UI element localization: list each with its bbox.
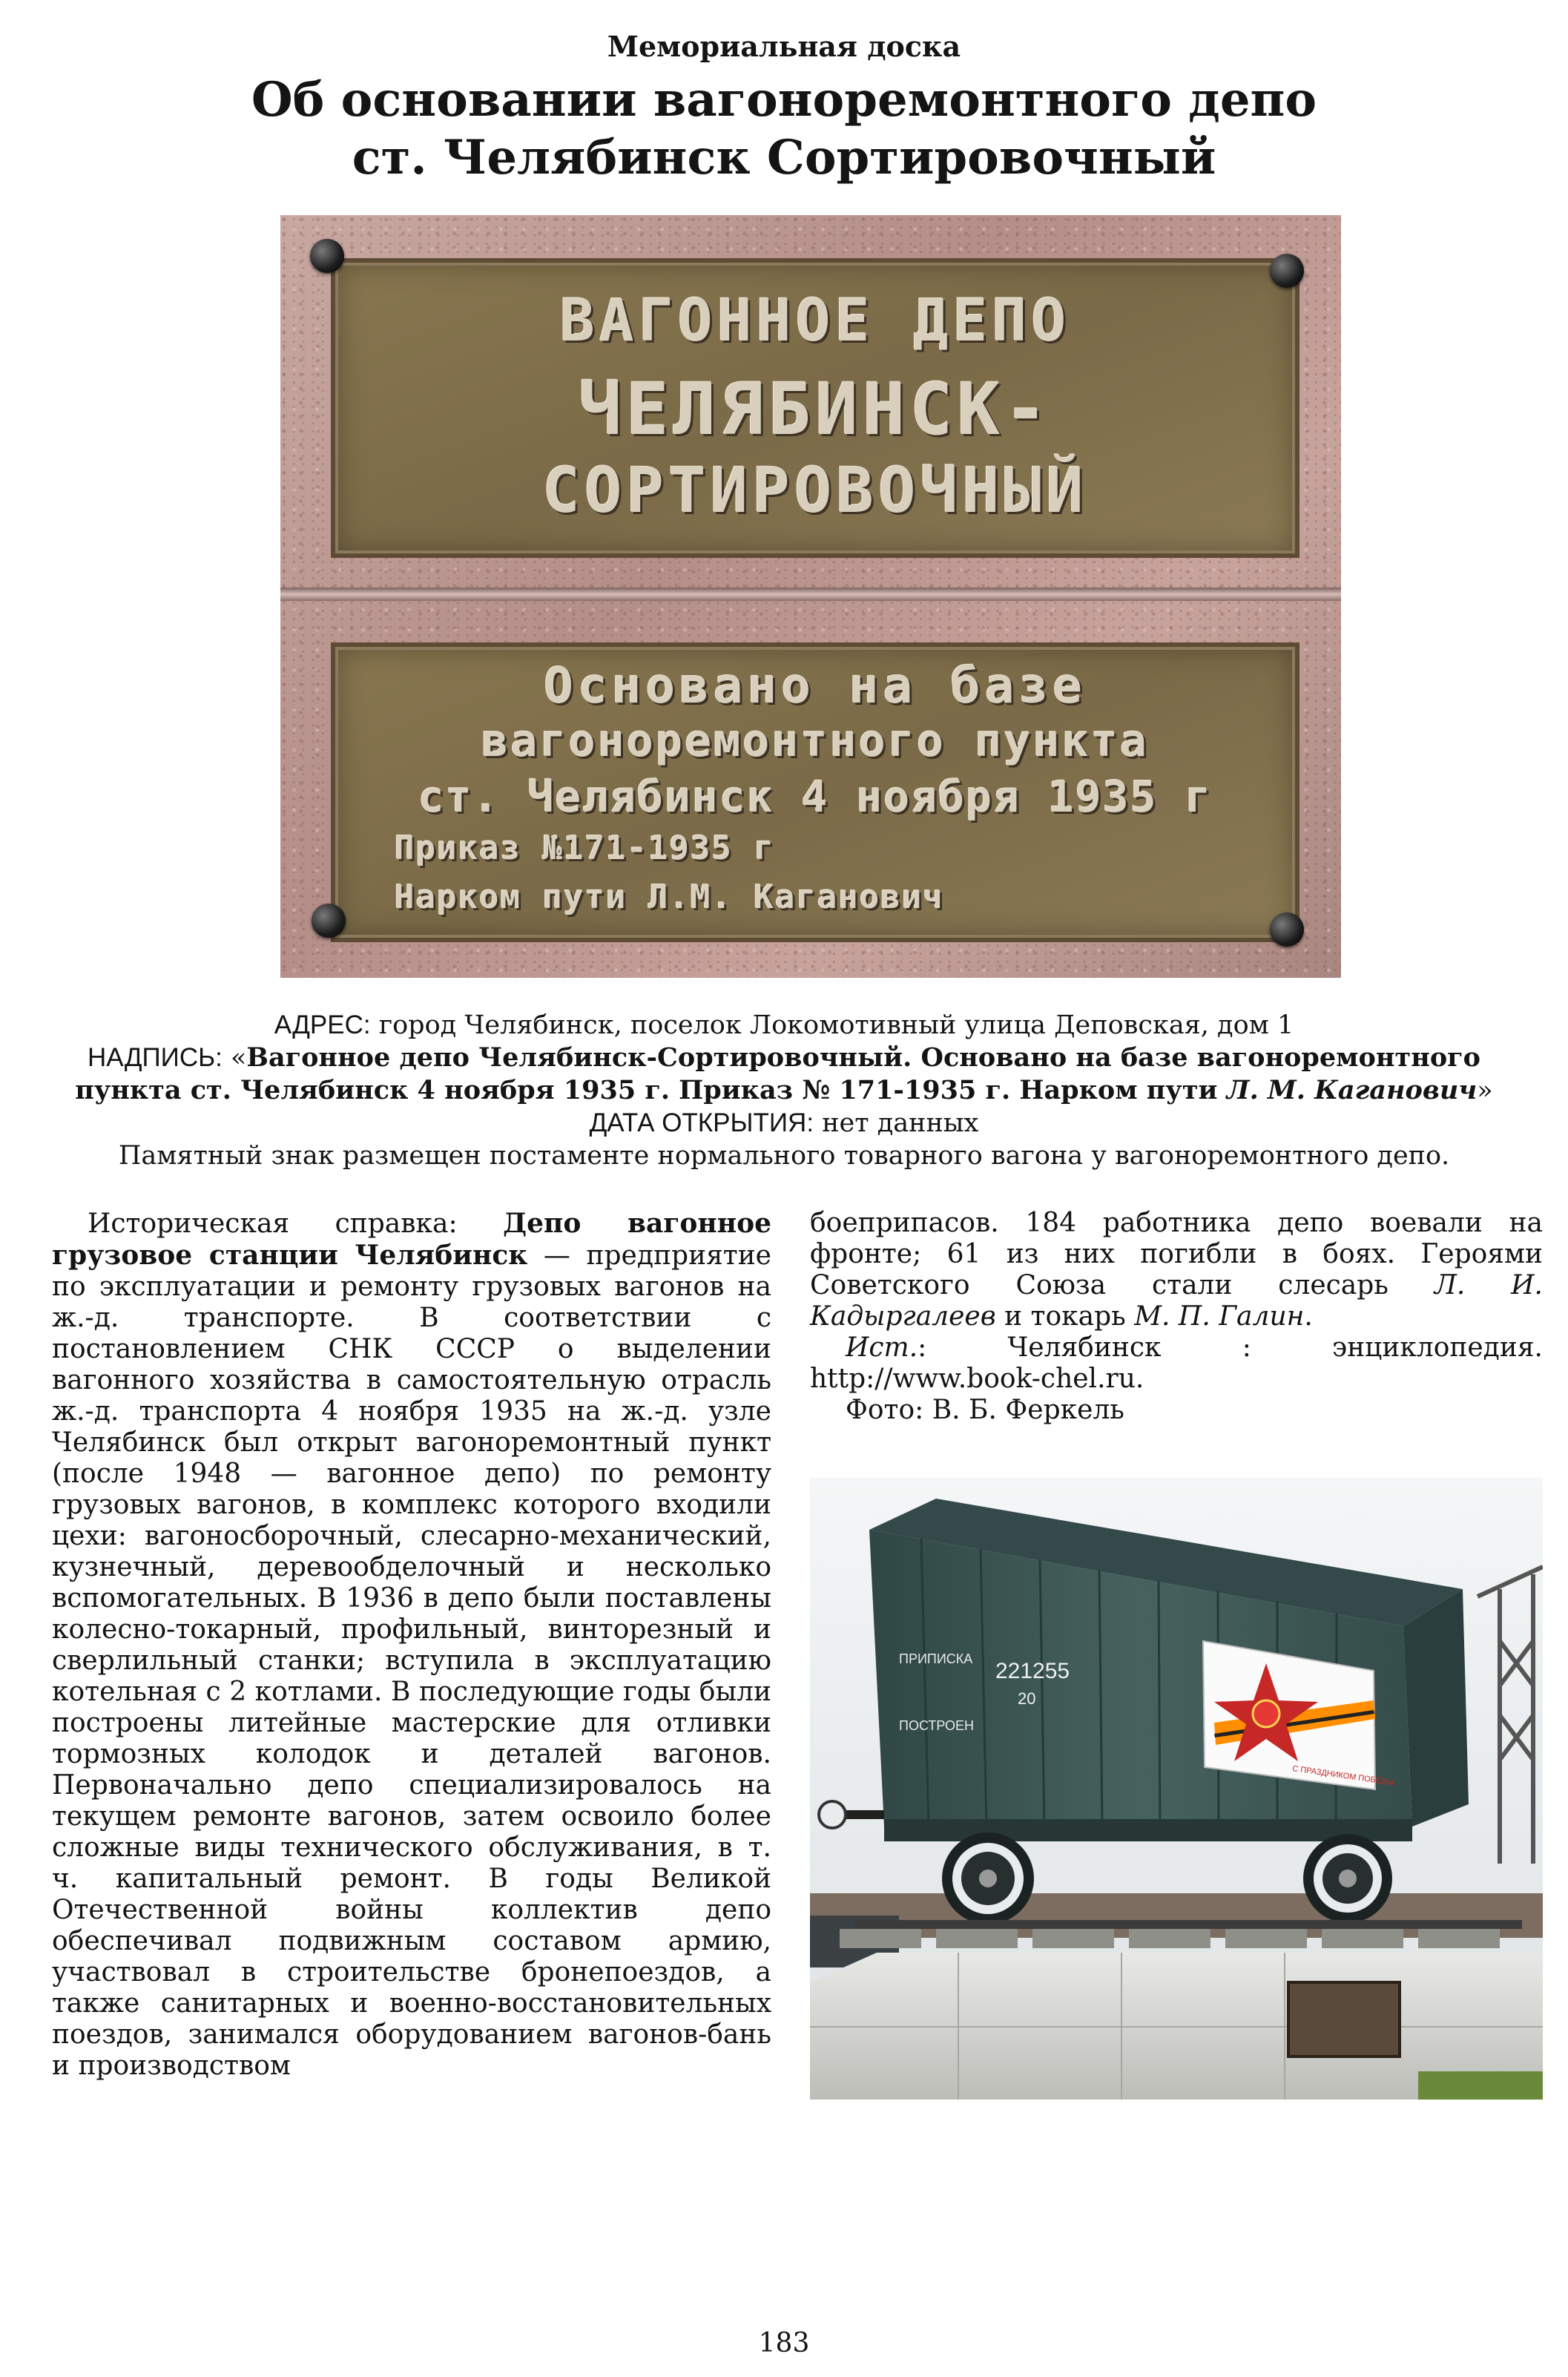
wagon-stencil-2: ПОСТРОЕН (899, 1718, 974, 1733)
inscription-label: НАДПИСЬ: (88, 1043, 223, 1072)
plaque-bottom-line-2: вагоноремонтного пункта (481, 715, 1149, 767)
grass (1418, 2071, 1543, 2100)
emblem-icon (1253, 1700, 1279, 1727)
address-label: АДРЕС: (274, 1010, 371, 1039)
article-body-right: боеприпасов. 184 работника депо воевали на фронте; 61 из них погибли в боях. Героями Советского Союза стали слесарь (810, 1208, 1543, 1301)
hero-2: М. П. Галин (1134, 1301, 1305, 1332)
hero-end: . (1304, 1301, 1313, 1332)
date-label: ДАТА ОТКРЫТИЯ: (589, 1108, 814, 1137)
address-value: город Челябинск, поселок Локомотивный улица Деповская, дом 1 (378, 1010, 1294, 1040)
plaque-bottom-line-5: Нарком пути Л.М. Каганович (395, 878, 944, 916)
plaque-bottom-line-1: Основано на базе (544, 657, 1087, 714)
bolt-icon (1270, 254, 1304, 288)
plaque-top-line-2: ЧЕЛЯБИНСК- (579, 368, 1052, 451)
photo-credit: Фото: В. Б. Феркель (846, 1395, 1124, 1425)
hero-1: Л. И. Кадыргалеев (810, 1270, 1544, 1332)
plaque-bottom-line-4: Приказ №171-1935 г (395, 829, 775, 867)
hero-join: и токарь (995, 1301, 1135, 1332)
article-body-left: — предприятие по эксплуатации и ремонту грузовых вагонов на ж.-д. транспорте. В соответствии с постановлением СНК СССР о выделении вагонного хозяйства в самостоятельную отрасль ж.-д. транспорта 4 ноября 1935 на ж.-д. узле Челябинск был открыт вагоноремонтный пункт (после 1948 — вагонное депо) по ремонту грузовых вагонов, в комплекс которого входили цехи: вагоносборочный, слесарно-механический, кузнечный, деревообделочный и несколько вспомогательных. В 1936 в депо были поставлены колесно-токарный, профильный, винторезный и сверлильный станки; вступила в эксплуатацию котельная с 2 котлами. В последующие годы были построены литейные мастерские для отливки тормозных колодок и деталей вагонов. Первоначально депо специализировалось на текущем ремонте вагонов, затем освоило более сложные виды технического обслуживания, в т. ч. капитальный ремонт. В годы Великой Отечественной войны коллектив депо обеспечивал подвижным составом армию, участвовал в строительстве бронепоездов, а также санитарных и военно-восстановительных поездов, занимался оборудованием вагонов-бань и производством (52, 1240, 771, 2081)
article-right-column (810, 1208, 1543, 1426)
date-line (45, 1107, 1523, 1140)
plaque-top-line-1: ВАГОННОЕ ДЕПО (559, 288, 1071, 355)
bolt-icon (312, 904, 346, 938)
inscription-name: Л. М. Каганович (1226, 1075, 1478, 1105)
placement-note: Памятный знак размещен постаменте нормального товарного вагона у вагоноремонтного депо. (118, 1141, 1450, 1171)
bolt-icon (310, 239, 344, 273)
date-value: нет данных (822, 1108, 979, 1138)
article-subject: Депо вагонное грузовое станции Челябинск (52, 1208, 771, 1271)
wagon-number-2: 20 (1018, 1689, 1036, 1708)
wagon-number: 221255 (995, 1659, 1070, 1683)
pedestal-plaque (1288, 1982, 1400, 2057)
wagon-illustration (810, 1478, 1543, 2100)
page-number: 183 (758, 2328, 810, 2358)
banner-text: С ПРАЗДНИКОМ ПОБЕДЫ (1291, 1764, 1394, 1788)
intro-label: Историческая справка: (88, 1209, 504, 1239)
wagon-stencil-1: ПРИПИСКА (899, 1651, 973, 1666)
wagon-end (1403, 1589, 1469, 1827)
source-text: : Челябинск : энциклопедия. http://www.book-chel.ru. (810, 1332, 1543, 1394)
plaque-seam (280, 588, 1341, 601)
inscription-open: « (230, 1043, 247, 1073)
plaque-top-line-3: СОРТИРОВОЧНЫЙ (542, 454, 1088, 527)
title-line-1: Об основании вагоноремонтного депо (251, 72, 1317, 128)
inscription-line (45, 1042, 1523, 1107)
rail (854, 1920, 1522, 1929)
plaque-bottom-line-3: ст. Челябинск 4 ноября 1935 г (418, 772, 1213, 822)
wagon-photo (810, 1478, 1543, 2100)
wheel-icon (1303, 1834, 1392, 1923)
wheel-icon (942, 1832, 1034, 1924)
page-title (0, 71, 1568, 187)
address-line (45, 1009, 1523, 1042)
plaque-photo (280, 215, 1341, 978)
inscription-text: Вагонное депо Челябинск-Сортировочный. Основано на базе вагоноремонтного пункта ст. Челябинск 4 ноября 1935 г. Приказ № 171-1935 г. Нарком пути (75, 1042, 1480, 1105)
title-line-2: ст. Челябинск Сортировочный (352, 130, 1216, 185)
sleepers (840, 1929, 1500, 1948)
source-label: Ист. (846, 1332, 918, 1363)
article-left-column (52, 1208, 771, 2082)
caption-block (45, 1009, 1523, 1172)
plaque-panel-top (331, 258, 1299, 558)
plaque-panel-bottom (331, 642, 1299, 942)
inscription-close: » (1477, 1076, 1493, 1105)
kicker: Мемориальная доска (607, 30, 961, 63)
bolt-icon (1270, 913, 1304, 947)
